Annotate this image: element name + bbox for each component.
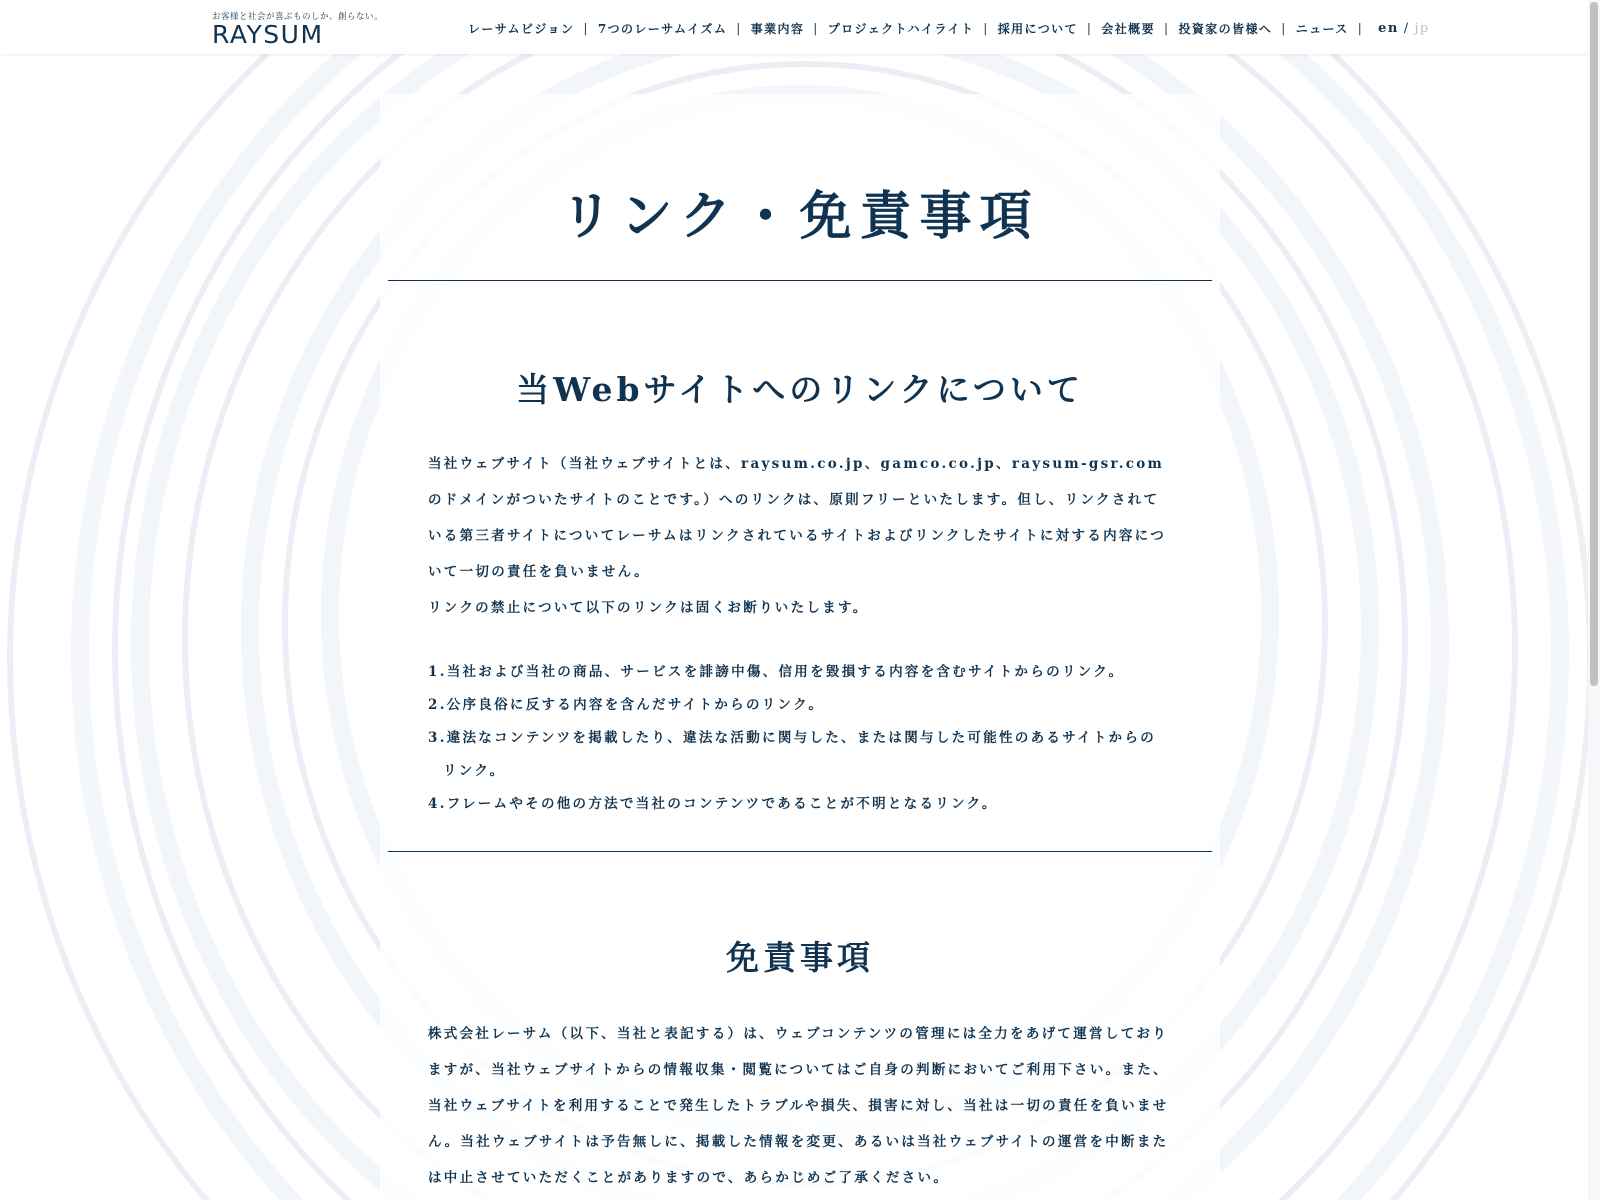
- title-divider: [388, 280, 1212, 281]
- lang-jp-link[interactable]: jp: [1414, 20, 1430, 36]
- logo-tagline: お客様と社会が喜ぶものしか、創らない。: [212, 12, 384, 22]
- links-prohibition-text: リンクの禁止について以下のリンクは固くお断りいたします。: [428, 600, 869, 616]
- nav-item-raysumism[interactable]: 7つのレーサムイズム: [597, 21, 728, 36]
- nav-separator: |: [983, 21, 989, 35]
- nav-separator: |: [1163, 21, 1170, 35]
- disclaimer-body-text: 株式会社レーサム（以下、当社と表記する）は、ウェブコンテンツの管理には全力をあげて運営しておりますが、当社ウェブサイトからの情報収集・閲覧についてはご自身の判断においてご利用下さい。また、当社ウェブサイトを利用することで発生したトラブルや損失、損害に対し、当社は一切の責任を負いません。当社ウェブサイトは予告無しに、掲載した情報を変更、あるいは当社ウェブサイトの運営を中断または中止させていただくことがありますので、あらかじめご了承ください。: [428, 1026, 1169, 1186]
- list-item: 3.違法なコンテンツを掲載したり、違法な活動に関与した、または関与した可能性のあるサイトからのリンク。: [428, 730, 1157, 779]
- page-title: リンク・免責事項: [560, 186, 1040, 247]
- lang-separator: /: [1403, 20, 1410, 36]
- nav-separator: |: [813, 21, 819, 35]
- nav-separator: |: [1086, 21, 1093, 35]
- main-nav: [468, 18, 1430, 38]
- scrollbar-thumb[interactable]: [1590, 2, 1598, 686]
- nav-item-recruit[interactable]: 採用について: [997, 21, 1078, 36]
- raysum-logo[interactable]: [212, 10, 382, 47]
- nav-item-projects[interactable]: プロジェクトハイライト: [827, 21, 975, 36]
- section-divider: [388, 851, 1212, 852]
- list-item: 1.当社および当社の商品、サービスを誹謗中傷、信用を毀損する内容を含むサイトからのリンク。: [428, 664, 1125, 680]
- site-header: [0, 0, 1600, 54]
- prohibited-links-list: [428, 656, 1170, 821]
- nav-item-business[interactable]: 事業内容: [750, 21, 805, 36]
- links-intro-text: 当社ウェブサイト（当社ウェブサイトとは、raysum.co.jp、gamco.co.jp、raysum-gsr.comのドメインがついたサイトのことです。）へのリンクは、原則フリーといたします。但し、リンクされている第三者サイトについてレーサムはリンクされているサイトおよびリンクしたサイトに対する内容について一切の責任を負いません。: [428, 456, 1167, 580]
- logo-wordmark: RAYSUM: [212, 20, 324, 49]
- links-section-title: 当Webサイトへのリンクについて: [516, 370, 1084, 409]
- list-item: 2.公序良俗に反する内容を含んだサイトからのリンク。: [428, 697, 825, 713]
- lang-en-link[interactable]: en: [1378, 20, 1399, 36]
- nav-separator: |: [583, 21, 589, 35]
- nav-item-news[interactable]: ニュース: [1295, 21, 1349, 36]
- nav-separator: |: [1357, 21, 1364, 35]
- language-switcher: [1378, 21, 1429, 36]
- nav-item-investors[interactable]: 投資家の皆様へ: [1178, 21, 1273, 36]
- list-item: 4.フレームやその他の方法で当社のコンテンツであることが不明となるリンク。: [428, 796, 998, 812]
- disclaimer-section-title: 免責事項: [726, 938, 874, 977]
- nav-item-vision[interactable]: レーサムビジョン: [468, 21, 575, 36]
- nav-item-company[interactable]: 会社概要: [1101, 21, 1155, 36]
- nav-separator: |: [736, 21, 742, 35]
- nav-separator: |: [1281, 21, 1287, 35]
